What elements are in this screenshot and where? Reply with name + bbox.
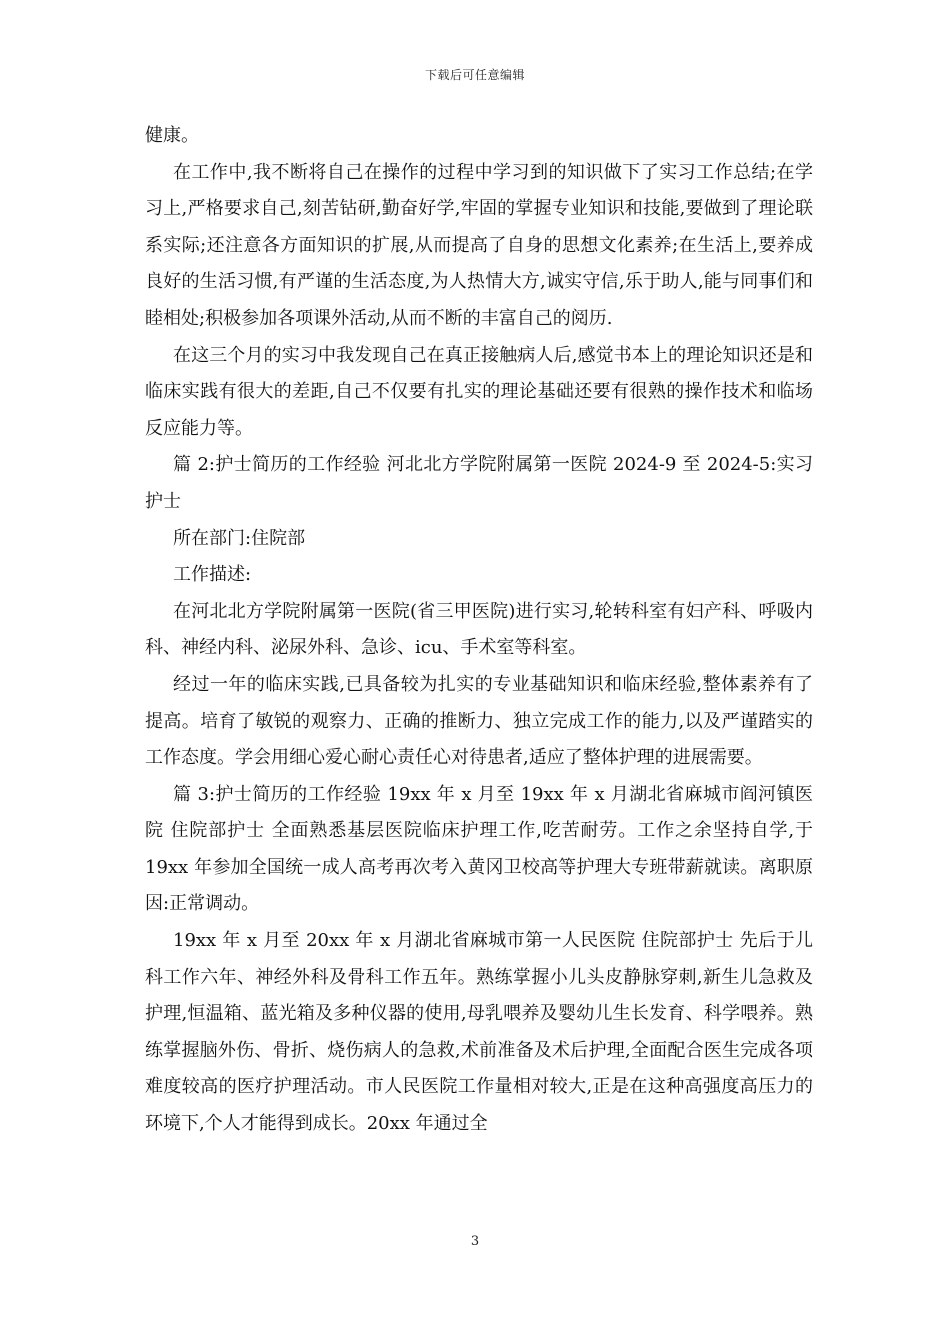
document-body — [145, 118, 813, 1143]
page-header: 下载后可任意编辑 — [424, 68, 525, 82]
paragraph: 在河北北方学院附属第一医院(省三甲医院)进行实习,轮转科室有妇产科、呼吸内科、神经内科、泌尿外科、急诊、icu、手术室等科室。 — [145, 600, 813, 659]
paragraph: 经过一年的临床实践,已具备较为扎实的专业基础知识和临床经验,整体素养有了提高。培育了敏锐的观察力、正确的推断力、独立完成工作的能力,以及严谨踏实的工作态度。学会用细心爱心耐心责任心对待患者,适应了整体护理的进展需要。 — [145, 673, 813, 769]
paragraph: 在这三个月的实习中我发现自己在真正接触病人后,感觉书本上的理论知识还是和临床实践有很大的差距,自己不仅要有扎实的理论基础还要有很熟的操作技术和临场反应能力等。 — [145, 344, 813, 439]
paragraph: 所在部门:住院部 — [173, 527, 306, 549]
paragraph: 篇 3:护士简历的工作经验 19xx 年 x 月至 19xx 年 x 月湖北省麻城市阎河镇医院 住院部护士 全面熟悉基层医院临床护理工作,吃苦耐劳。工作之余坚持自学,于 19xx 年参加全国统一成人高考再次考入黄冈卫校高等护理大专班带薪就读。离职原因:正常调动。 — [145, 783, 813, 915]
page-number: 3 — [470, 1234, 480, 1249]
paragraph: 在工作中,我不断将自己在操作的过程中学习到的知识做下了实习工作总结;在学习上,严格要求自己,刻苦钻研,勤奋好学,牢固的掌握专业知识和技能,要做到了理论联系实际;还注意各方面知识的扩展,从而提高了自身的思想文化素养;在生活上,要养成良好的生活习惯,有严谨的生活态度,为人热情大方,诚实守信,乐于助人,能与同事们和睦相处;积极参加各项课外活动,从而不断的丰富自己的阅历. — [145, 161, 813, 329]
paragraph: 篇 2:护士简历的工作经验 河北北方学院附属第一医院 2024-9 至 2024-5:实习护士 — [145, 454, 813, 512]
paragraph: 健康。 — [145, 125, 199, 146]
paragraph: 工作描述: — [173, 564, 252, 586]
paragraph: 19xx 年 x 月至 20xx 年 x 月湖北省麻城市第一人民医院 住院部护士 先后于儿科工作六年、神经外科及骨科工作五年。熟练掌握小儿头皮静脉穿刺,新生儿急救及护理,恒温箱、蓝光箱及多种仪器的使用,母乳喂养及婴幼儿生长发育、科学喂养。熟练掌握脑外伤、骨折、烧伤病人的急救,术前准备及术后护理,全面配合医生完成各项难度较高的医疗护理活动。市人民医院工作量相对较大,正是在这种高强度高压力的环境下,个人才能得到成长。20xx 年通过全 — [145, 930, 813, 1135]
